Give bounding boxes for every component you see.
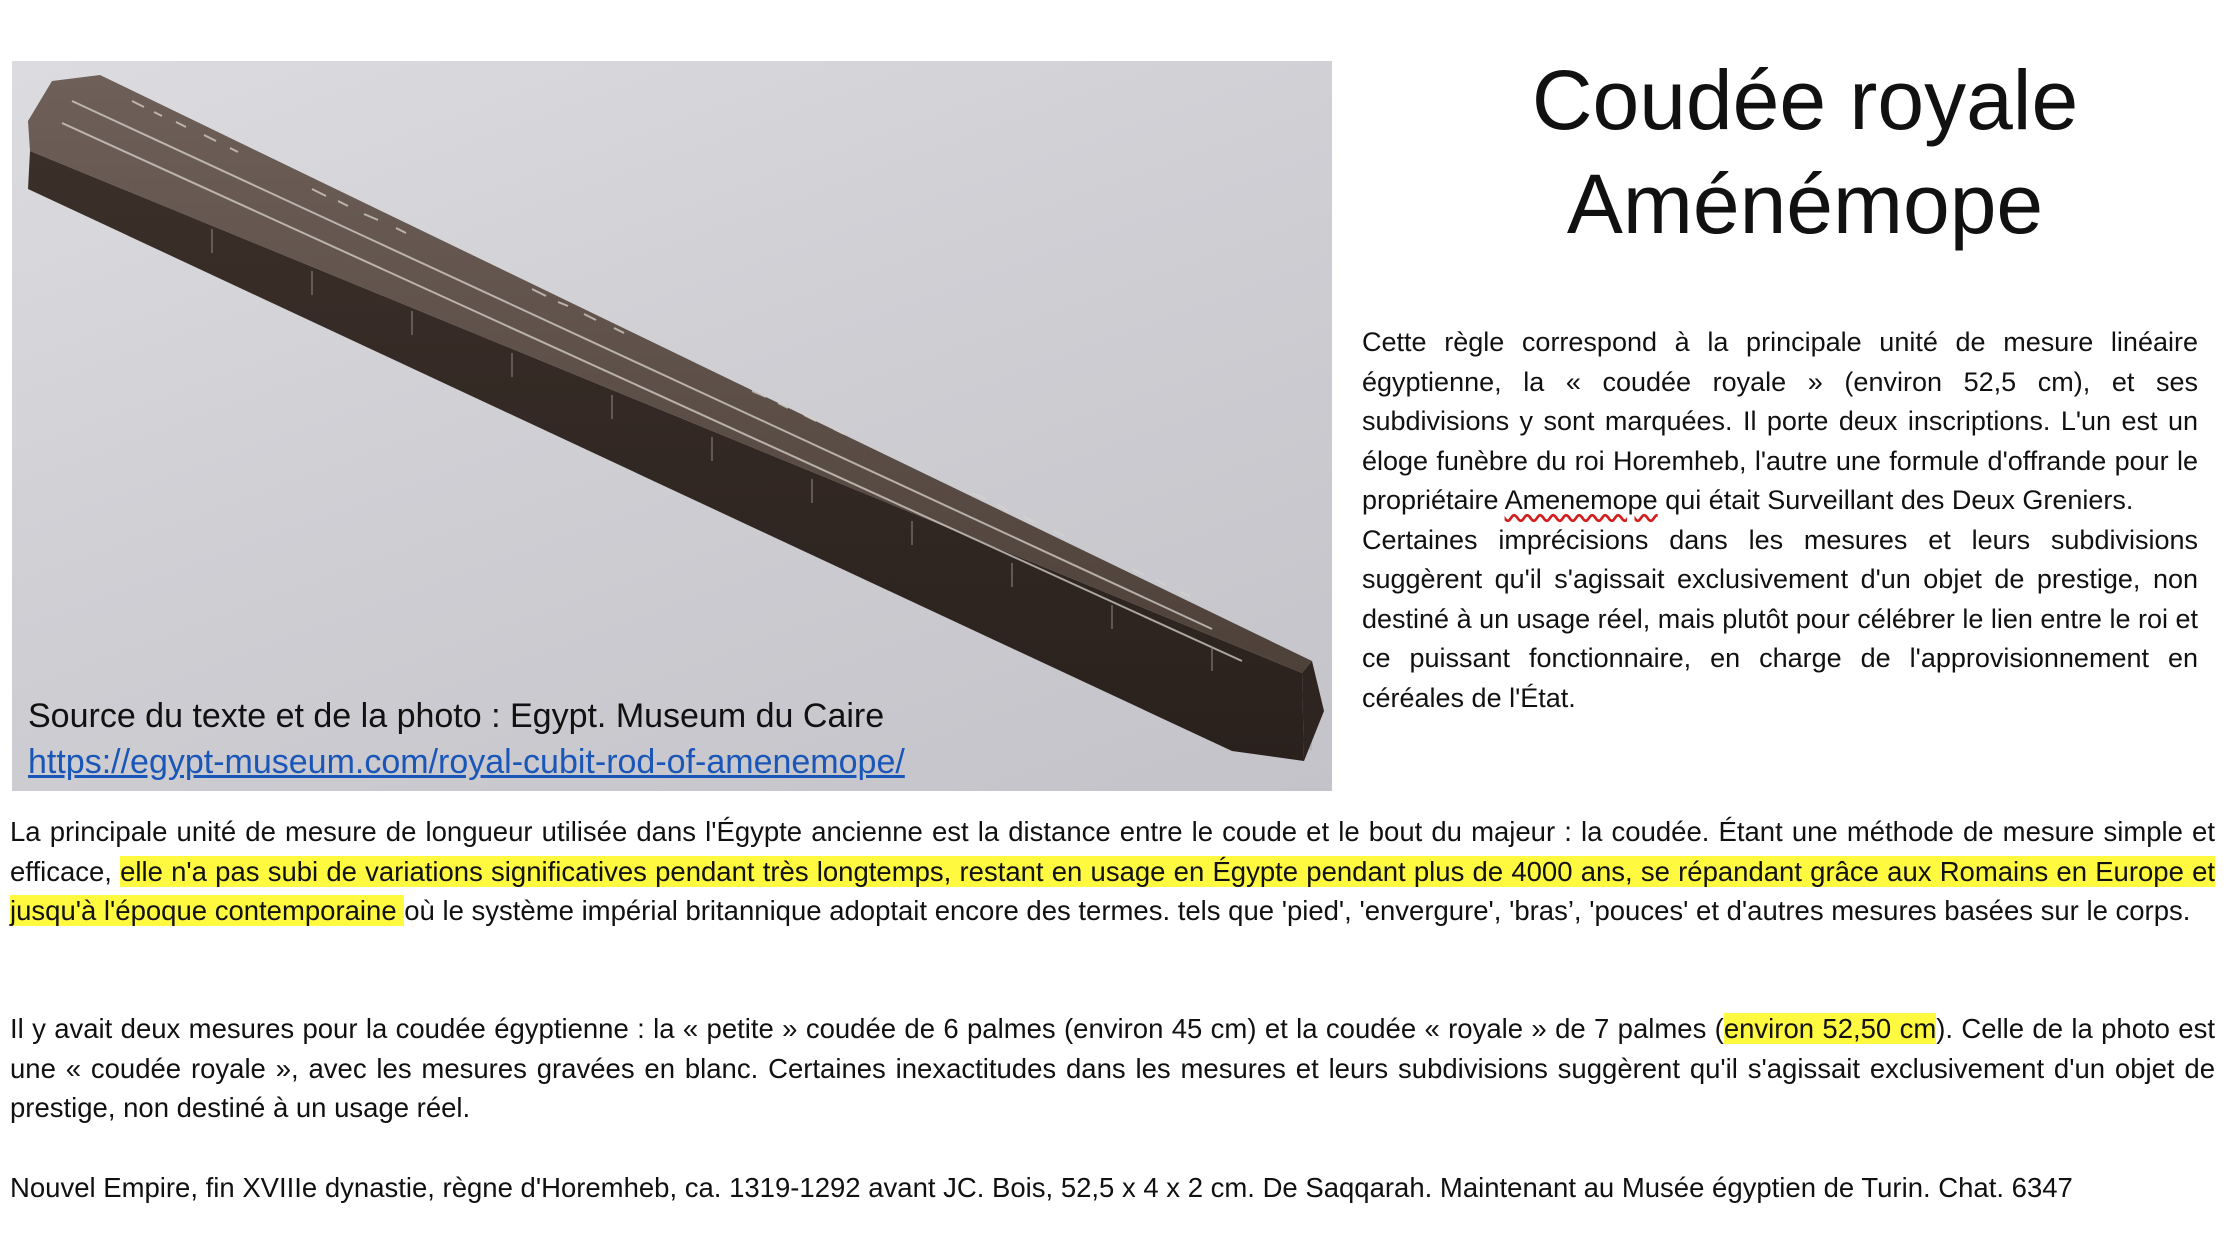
side-p1-end: qui était Surveillant des Deux Greniers. — [1657, 485, 2134, 515]
photo-caption — [28, 693, 905, 785]
page-title — [1380, 48, 2230, 256]
body-paragraph-2 — [10, 1009, 2215, 1128]
caption-source: Source du texte et de la photo : Egypt. Museum du Caire — [28, 697, 885, 735]
para2-start: Il y avait deux mesures pour la coudée égyptienne : la « petite » coudée de 6 palmes (environ 45 cm) et la coudée « royale » de 7 palmes ( — [10, 1013, 1724, 1044]
para2-end: ). Celle de la photo est une « coudée royale », avec les mesures gravées en blanc. Certaines inexactitudes dans les mesures et leurs subdivisions suggèrent qu'il s'agissait exclusivement d'un objet de prestige, non destiné à un usage réel. — [10, 1013, 2215, 1123]
cubit-rod-photo — [12, 61, 1332, 791]
para1-highlight: elle n'a pas subi de variations significatives pendant très longtemps, restant en usage en Égypte pendant plus de 4000 ans, se répandant grâce aux Romains en Europe et jusqu'à l'époque contemporaine — [10, 855, 2216, 926]
para1-start: La principale unité de mesure de longueur utilisée dans l'Égypte ancienne est la distance entre le coude et le bout du majeur : la coudée. Étant une méthode de mesure simple et efficace, — [10, 816, 2215, 887]
title-line-2: Aménémope — [1566, 157, 2044, 251]
spellcheck-word: Amenemope — [1504, 485, 1658, 515]
side-description — [1362, 323, 2198, 718]
body-paragraph-3 — [10, 1168, 2215, 1208]
body-paragraph-1 — [10, 812, 2215, 931]
side-p1-text: Cette règle correspond à la principale unité de mesure linéaire égyptienne, la « coudée royale » (environ 52,5 cm), et ses subdivisions y sont marquées. Il porte deux inscriptions. L'un est un éloge funèbre du roi Horemheb, l'autre une formule d'offrande pour le propriétaire — [1362, 327, 2198, 515]
para2-highlight: environ 52,50 cm — [1723, 1013, 1937, 1044]
side-paragraph-1 — [1362, 323, 2198, 521]
cubit-rod-illustration — [12, 61, 1332, 791]
side-paragraph-2: Certaines imprécisions dans les mesures et leurs subdivisions suggèrent qu'il s'agissait exclusivement d'un objet de prestige, non destiné à un usage réel, mais plutôt pour célébrer le lien entre le roi et ce puissant fonctionnaire, en charge de l'approvisionnement en céréales de l'État. — [1362, 524, 2198, 713]
source-link[interactable]: https://egypt-museum.com/royal-cubit-rod-of-amenemope/ — [28, 743, 905, 781]
para1-end: où le système impérial britannique adoptait encore des termes. tels que 'pied', 'envergure', 'bras’, 'pouces' et d'autres mesures basées sur le corps. — [404, 895, 2191, 926]
title-line-1: Coudée royale — [1531, 53, 2079, 147]
para3-text: Nouvel Empire, fin XVIIIe dynastie, règne d'Horemheb, ca. 1319-1292 avant JC. Bois, 52,5 x 4 x 2 cm. De Saqqarah. Maintenant au Musée égyptien de Turin. Chat. 6347 — [10, 1172, 2073, 1203]
